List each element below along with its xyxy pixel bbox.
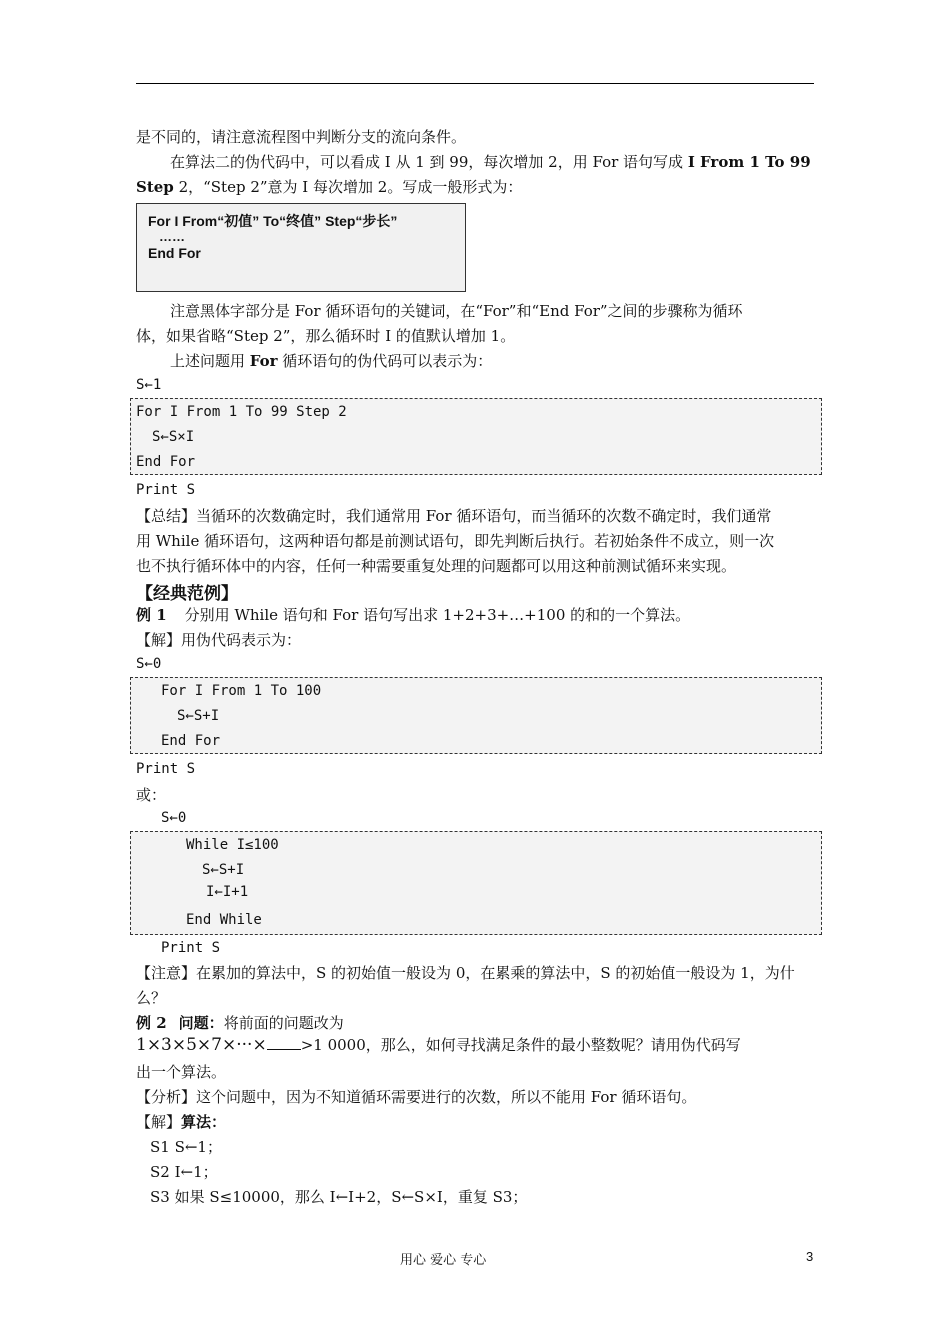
text-span: 上述问题用 bbox=[170, 352, 250, 370]
general-form-box bbox=[136, 203, 466, 292]
footer-text: 用心 爱心 专心 bbox=[400, 1253, 487, 1268]
code-line: S←S+I bbox=[177, 708, 220, 724]
attention-line: 么？ bbox=[136, 989, 167, 1007]
paragraph-line bbox=[136, 177, 522, 197]
analysis-line: 【分析】这个问题中，因为不知道循环需要进行的次数，所以不能用 For 循环语句。 bbox=[136, 1088, 697, 1106]
code-line: For I From 1 To 99 Step 2 bbox=[136, 404, 347, 420]
code-block-while bbox=[130, 831, 822, 935]
code-line: S←S×I bbox=[152, 429, 195, 445]
example-2-expression bbox=[136, 1035, 741, 1055]
example-2-line: 出一个算法。 bbox=[136, 1063, 227, 1081]
note-line: 注意黑体字部分是 For 循环语句的关键词，在“For”和“End For”之间的步骤称为循环 bbox=[170, 302, 743, 320]
code-print: Print S bbox=[136, 482, 196, 498]
blank-underline bbox=[267, 1035, 301, 1050]
text-span: 2，“Step 2”意为 I 每次增加 2。写成一般形式为： bbox=[173, 178, 523, 196]
summary-line: 也不执行循环体中的内容，任何一种需要重复处理的问题都可以用这种前测试循环来实现。 bbox=[136, 557, 737, 575]
code-print: Print S bbox=[161, 940, 221, 956]
code-init: S←0 bbox=[161, 810, 187, 826]
code-line: I←I+1 bbox=[206, 884, 249, 900]
code-line: End For bbox=[161, 733, 221, 749]
code-block-for-example bbox=[130, 677, 822, 754]
product-expression: 1×3×5×7×···× bbox=[136, 1035, 267, 1055]
algorithm-label: 算法： bbox=[181, 1113, 227, 1131]
general-form-line: For I From“初值” To“终值” Step“步长” bbox=[148, 213, 398, 229]
condition-text: >1 0000，那么，如何寻找满足条件的最小整数呢？请用伪代码写 bbox=[300, 1036, 741, 1054]
step-line: S1 S←1； bbox=[150, 1138, 222, 1156]
solution-line bbox=[136, 1112, 226, 1132]
example-label: 例 1 bbox=[136, 606, 167, 624]
code-print: Print S bbox=[136, 761, 196, 777]
attention-line: 【注意】在累加的算法中，S 的初始值一般设为 0，在累乘的算法中，S 的初始值一般设为 1，为什 bbox=[136, 964, 795, 982]
summary-line: 用 While 循环语句，这两种语句都是前测试语句，即先判断后执行。若初始条件不成立，则一次 bbox=[136, 532, 775, 550]
example-text: 分别用 While 语句和 For 语句写出求 1+2+3+…+100 的和的一个算法。 bbox=[184, 606, 691, 624]
keyword-span: I From 1 To 99 bbox=[687, 153, 811, 171]
header-rule bbox=[136, 83, 814, 84]
text-span: 在算法二的伪代码中，可以看成 I 从 1 到 99，每次增加 2，用 For 语句写成 bbox=[170, 153, 688, 171]
code-line: End For bbox=[136, 454, 196, 470]
general-form-end: End For bbox=[148, 245, 201, 261]
code-block-for bbox=[130, 398, 822, 475]
page-number: 3 bbox=[806, 1249, 814, 1264]
example-title: 问题： bbox=[178, 1014, 224, 1032]
example-1-line bbox=[136, 605, 690, 625]
paragraph-line bbox=[170, 152, 811, 172]
solution-label: 【解】 bbox=[136, 1113, 182, 1131]
solution-line: 【解】用伪代码表示为： bbox=[136, 631, 302, 649]
code-line: S←S+I bbox=[202, 862, 245, 878]
note-line: 体，如果省略“Step 2”，那么循环时 I 的值默认增加 1。 bbox=[136, 327, 516, 345]
section-title: 【经典范例】 bbox=[136, 584, 238, 604]
step-line: S3 如果 S≤10000，那么 I←I+2，S←S×I，重复 S3； bbox=[150, 1188, 528, 1206]
example-label: 例 2 bbox=[136, 1014, 167, 1032]
text-span: 循环语句的伪代码可以表示为： bbox=[277, 352, 493, 370]
keyword-span: Step bbox=[136, 178, 174, 196]
code-line: For I From 1 To 100 bbox=[161, 683, 322, 699]
step-line: S2 I←1； bbox=[150, 1163, 218, 1181]
intro-line: 是不同的，请注意流程图中判断分支的流向条件。 bbox=[136, 128, 467, 146]
example-text: 将前面的问题改为 bbox=[223, 1014, 344, 1032]
code-line: End While bbox=[186, 912, 262, 928]
code-line: While I≤100 bbox=[186, 837, 279, 853]
or-label: 或： bbox=[136, 786, 167, 804]
general-form-ellipsis: …… bbox=[159, 229, 185, 244]
note-line bbox=[170, 351, 492, 371]
keyword-span: For bbox=[249, 352, 278, 370]
code-init: S←0 bbox=[136, 656, 162, 672]
summary-line: 【总结】当循环的次数确定时，我们通常用 For 循环语句，而当循环的次数不确定时，我们通常 bbox=[136, 507, 772, 525]
code-init: S←1 bbox=[136, 377, 162, 393]
example-2-line bbox=[136, 1013, 344, 1033]
